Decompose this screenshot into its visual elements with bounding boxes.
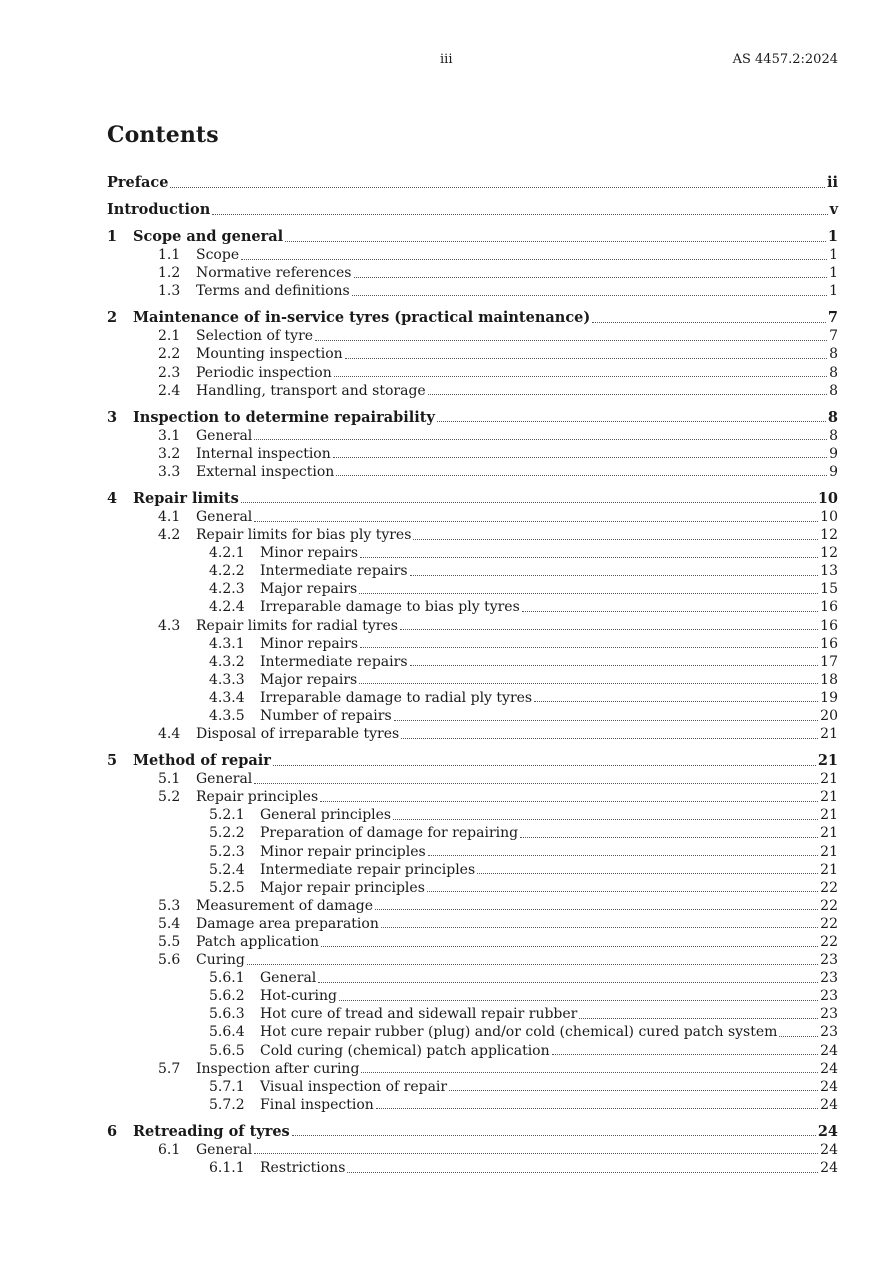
toc-dot-leader [339,1000,818,1001]
toc-entry-page: 21 [817,752,838,770]
toc-dot-leader [315,340,827,341]
toc-dot-leader [354,277,828,278]
toc-entry-number: 5.6.4 [209,1024,245,1041]
toc-entry-title: General [196,1141,253,1158]
toc-entry-title: General [196,771,253,788]
toc-entry-title: Introduction [107,200,211,218]
toc-subsubsection-entry[interactable] [107,879,838,897]
toc-dot-leader [285,241,826,242]
toc-entry-number: 4.4 [158,726,181,743]
toc-entry-page: 7 [829,328,838,345]
toc-dot-leader [352,295,827,296]
toc-entry-number: 1 [107,227,118,245]
toc-entry-number: 4.3.4 [209,689,245,706]
toc-entry-page: 21 [820,726,838,743]
toc-dot-leader [254,1153,818,1154]
toc-entry-page: 18 [820,671,838,688]
toc-subsubsection-entry[interactable] [107,1159,838,1177]
toc-entry-title: Scope [196,247,240,264]
toc-section-entry[interactable] [107,490,838,508]
toc-entry-title: Internal inspection [196,445,331,462]
toc-dot-leader [360,557,818,558]
toc-section-entry[interactable] [107,309,838,327]
toc-entry-title: Patch application [196,934,320,950]
toc-entry-title: Terms and definitions [196,283,350,300]
toc-entry-number: 3 [107,408,118,426]
toc-entry-page: 16 [820,599,838,616]
toc-entry-page: 21 [820,861,838,878]
toc-dot-leader [428,855,818,856]
toc-entry-title: Minor repairs [260,545,359,562]
toc-entry-title: Intermediate repairs [260,563,408,580]
toc-entry-number: 3.3 [158,463,181,480]
toc-entry-page: 23 [820,988,838,1005]
toc-subsection-entry[interactable] [107,327,838,345]
toc-subsubsection-entry[interactable] [107,562,838,580]
toc-entry-page: 23 [820,952,838,969]
toc-entry-page: 22 [820,915,838,932]
toc-dot-leader [477,873,818,874]
toc-entry-number: 5.6 [158,952,181,969]
toc-entry-title: Mounting inspection [196,346,343,363]
toc-dot-leader [336,475,827,476]
toc-subsection-entry[interactable] [107,508,838,526]
toc-dot-leader [400,629,818,630]
toc-subsubsection-entry[interactable] [107,635,838,653]
toc-entry-page: 21 [820,843,838,860]
toc-entry-page: 12 [820,545,838,562]
toc-entry-title: Restrictions [260,1160,346,1177]
toc-entry-number: 4.2.4 [209,599,245,616]
toc-entry-page: 22 [820,897,838,914]
toc-entry-page: 24 [820,1160,838,1177]
toc-subsubsection-entry[interactable] [107,707,838,725]
toc-section-entry[interactable] [107,409,838,427]
toc-entry-number: 5.6.1 [209,970,245,987]
toc-entry-title: External inspection [196,463,335,480]
toc-entry-title: General [196,427,253,444]
toc-entry-number: 4.2 [158,527,181,544]
toc-entry-number: 5.2.1 [209,807,245,824]
toc-entry-page: 23 [820,970,838,987]
toc-entry-title: Hot-curing [260,988,337,1005]
toc-entry-number: 5.2 [158,789,181,806]
toc-entry-page: 21 [820,807,838,824]
toc-subsubsection-entry[interactable] [107,653,838,671]
toc-dot-leader [410,575,819,576]
toc-subsection-entry[interactable] [107,526,838,544]
toc-entry-page: 7 [827,309,838,327]
toc-subsection-entry[interactable] [107,770,838,788]
toc-entry-page: 13 [820,563,838,580]
toc-subsubsection-entry[interactable] [107,544,838,562]
toc-entry-number: 5.6.3 [209,1006,245,1023]
toc-entry-number: 5.2.4 [209,861,245,878]
toc-subsection-entry[interactable] [107,617,838,635]
toc-subsection-entry[interactable] [107,897,838,915]
toc-entry-page: 16 [820,635,838,652]
toc-section-entry[interactable] [107,201,838,219]
toc-entry-page: 8 [829,382,838,399]
toc-entry-title: Periodic inspection [196,364,332,381]
toc-dot-leader [321,946,818,947]
toc-subsubsection-entry[interactable] [107,689,838,707]
toc-entry-page: 22 [820,879,838,896]
toc-entry-title: Preface [107,174,169,191]
toc-subsection-entry[interactable] [107,725,838,743]
toc-subsection-entry[interactable] [107,915,838,933]
toc-entry-number: 4.2.3 [209,581,245,598]
toc-subsection-entry[interactable] [107,788,838,806]
toc-dot-leader [401,738,818,739]
toc-dot-leader [254,521,818,522]
toc-subsubsection-entry[interactable] [107,824,838,842]
toc-entry-page: 24 [820,1060,838,1077]
toc-entry-page: 15 [820,581,838,598]
toc-entry-title: Scope and general [133,227,284,245]
toc-dot-leader [413,539,818,540]
toc-section-entry[interactable] [107,228,838,246]
toc-entry-number: 4.1 [158,508,181,525]
toc-entry-title: Number of repairs [260,707,392,724]
toc-subsubsection-entry[interactable] [107,1005,838,1023]
toc-dot-leader [241,502,816,503]
toc-entry-title: Major repairs [260,581,358,598]
toc-dot-leader [359,593,818,594]
toc-dot-leader [247,964,818,965]
toc-entry-page: 17 [820,653,838,670]
toc-dot-leader [437,421,826,422]
toc-entry-number: 2.4 [158,382,181,399]
toc-entry-page: 8 [829,346,838,363]
toc-section-entry[interactable] [107,752,838,770]
toc-subsection-entry[interactable] [107,345,838,363]
toc-subsection-entry[interactable] [107,933,838,951]
toc-dot-leader [394,720,819,721]
toc-entry-number: 5.2.3 [209,843,245,860]
toc-dot-leader [449,1090,818,1091]
toc-subsection-entry[interactable] [107,427,838,445]
toc-dot-leader [427,891,818,892]
toc-entry-number: 5 [107,752,118,770]
toc-subsubsection-entry[interactable] [107,843,838,861]
toc-entry-title: Intermediate repairs [260,653,408,670]
toc-entry-title: General principles [260,807,392,824]
toc-subsubsection-entry[interactable] [107,1023,838,1041]
toc-entry-number: 5.1 [158,771,181,788]
toc-entry-number: 3.2 [158,445,181,462]
toc-entry-title: Normative references [196,265,352,282]
toc-entry-page: 21 [820,825,838,842]
toc-entry-page: v [829,200,838,218]
toc-dot-leader [254,783,818,784]
toc-dot-leader [520,837,818,838]
toc-subsection-entry[interactable] [107,445,838,463]
toc-entry-number: 2.2 [158,346,181,363]
toc-entry-number: 4.3.1 [209,635,245,652]
toc-entry-number: 4.3.2 [209,653,245,670]
toc-entry-number: 4.3 [158,617,181,634]
toc-entry-page: 19 [820,689,838,706]
toc-dot-leader [212,214,827,215]
toc-entry-page: 20 [820,707,838,724]
toc-entry-page: 8 [829,364,838,381]
header-page-number: iii [440,52,453,67]
toc-entry-page: 8 [827,408,838,426]
toc-dot-leader [522,611,818,612]
toc-subsubsection-entry[interactable] [107,1078,838,1096]
toc-subsection-entry[interactable] [107,364,838,382]
toc-entry-page: 24 [820,1096,838,1113]
toc-entry-number: 5.6.5 [209,1042,245,1059]
toc-entry-page: 21 [820,771,838,788]
toc-dot-leader [375,909,818,910]
toc-entry-number: 4.3.5 [209,707,245,724]
toc-subsection-entry[interactable] [107,382,838,400]
toc-entry-title: Final inspection [260,1096,374,1113]
toc-entry-title: Major repairs [260,671,358,688]
toc-entry-title: Visual inspection of repair [260,1078,448,1095]
toc-subsubsection-entry[interactable] [107,987,838,1005]
toc-entry-page: 24 [820,1078,838,1095]
toc-entry-page: 23 [820,1006,838,1023]
toc-entry-page: 1 [827,227,838,245]
toc-dot-leader [779,1036,818,1037]
toc-subsection-entry[interactable] [107,951,838,969]
toc-entry-page: 24 [820,1141,838,1158]
toc-entry-number: 6.1 [158,1141,181,1158]
toc-entry-number: 5.4 [158,915,181,932]
toc-entry-title: Handling, transport and storage [196,382,426,399]
toc-entry-page: 21 [820,789,838,806]
toc-entry-title: Preparation of damage for repairing [260,825,519,842]
toc-entry-number: 2 [107,309,118,327]
toc-subsubsection-entry[interactable] [107,671,838,689]
toc-entry-number: 4.3.3 [209,671,245,688]
toc-entry-page: ii [826,174,838,191]
toc-entry-number: 5.7 [158,1060,181,1077]
toc-entry-title: Intermediate repair principles [260,861,476,878]
toc-entry-title: Retreading of tyres [133,1122,290,1140]
toc-entry-title: Damage area preparation [196,915,379,932]
table-of-contents [107,174,838,1177]
toc-entry-title: Repair principles [196,789,319,806]
toc-dot-leader [359,683,818,684]
toc-entry-page: 12 [820,527,838,544]
toc-entry-title: Curing [196,952,245,969]
toc-subsubsection-entry[interactable] [107,861,838,879]
toc-entry-number: 6.1.1 [209,1160,245,1177]
toc-entry-page: 16 [820,617,838,634]
toc-dot-leader [534,701,818,702]
toc-entry-number: 4.2.2 [209,563,245,580]
toc-entry-number: 2.3 [158,364,181,381]
toc-entry-title: Inspection after curing [196,1060,360,1077]
toc-entry-title: Minor repairs [260,635,359,652]
toc-entry-number: 1.2 [158,265,181,282]
toc-entry-title: Cold curing (chemical) patch application [260,1042,550,1059]
toc-dot-leader [320,801,818,802]
toc-section-entry[interactable] [107,1123,838,1141]
toc-dot-leader [552,1054,819,1055]
toc-entry-title: Repair limits for bias ply tyres [196,527,412,544]
toc-entry-number: 1.1 [158,247,181,264]
toc-dot-leader [334,376,827,377]
toc-entry-title: Minor repair principles [260,843,426,860]
toc-entry-page: 24 [820,1042,838,1059]
toc-subsection-entry[interactable] [107,1060,838,1078]
toc-entry-page: 9 [829,463,838,480]
toc-entry-page: 1 [829,283,838,300]
toc-dot-leader [410,665,819,666]
toc-entry-title: Disposal of irreparable tyres [196,726,400,743]
toc-entry-title: Irreparable damage to bias ply tyres [260,599,520,616]
toc-subsubsection-entry[interactable] [107,969,838,987]
toc-dot-leader [273,765,816,766]
toc-entry-page: 24 [817,1122,838,1140]
toc-entry-page: 8 [829,427,838,444]
toc-dot-leader [579,1018,818,1019]
toc-entry-page: 1 [829,265,838,282]
toc-entry-number: 2.1 [158,328,181,345]
toc-dot-leader [393,819,818,820]
toc-entry-page: 22 [820,934,838,950]
toc-section-entry[interactable] [107,174,838,192]
toc-entry-page: 23 [820,1024,838,1041]
toc-entry-title: General [196,508,253,525]
toc-dot-leader [318,982,818,983]
toc-entry-title: Irreparable damage to radial ply tyres [260,689,533,706]
toc-entry-number: 5.7.1 [209,1078,245,1095]
toc-subsection-entry[interactable] [107,264,838,282]
toc-entry-page: 10 [817,489,838,507]
toc-dot-leader [292,1135,816,1136]
toc-dot-leader [345,358,827,359]
toc-dot-leader [381,927,818,928]
toc-entry-title: Measurement of damage [196,897,374,914]
toc-entry-title: Repair limits for radial tyres [196,617,398,634]
toc-entry-title: Repair limits [133,489,239,507]
toc-subsection-entry[interactable] [107,246,838,264]
toc-entry-page: 10 [820,508,838,525]
toc-dot-leader [360,647,818,648]
toc-entry-number: 4.2.1 [209,545,245,562]
toc-entry-page: 9 [829,445,838,462]
toc-entry-title: Selection of tyre [196,328,314,345]
toc-subsection-entry[interactable] [107,1141,838,1159]
toc-dot-leader [592,322,826,323]
toc-subsubsection-entry[interactable] [107,806,838,824]
toc-entry-number: 5.6.2 [209,988,245,1005]
toc-entry-title: Hot cure repair rubber (plug) and/or cold (chemical) cured patch system [260,1024,778,1041]
toc-dot-leader [241,259,827,260]
toc-entry-number: 5.5 [158,934,181,950]
toc-entry-title: Major repair principles [260,879,425,896]
toc-entry-title: Inspection to determine repairability [133,408,435,426]
toc-entry-title: Hot cure of tread and sidewall repair rubber [260,1006,578,1023]
toc-dot-leader [361,1072,818,1073]
toc-entry-number: 1.3 [158,283,181,300]
page-title: Contents [107,122,219,148]
toc-dot-leader [428,394,827,395]
toc-dot-leader [376,1108,818,1109]
toc-entry-number: 4 [107,489,118,507]
toc-entry-title: Maintenance of in-service tyres (practical maintenance) [133,309,591,327]
toc-entry-page: 1 [829,247,838,264]
toc-entry-number: 3.1 [158,427,181,444]
toc-entry-title: General [260,970,317,987]
toc-entry-number: 5.2.2 [209,825,245,842]
toc-subsection-entry[interactable] [107,282,838,300]
toc-subsection-entry[interactable] [107,463,838,481]
toc-entry-title: Method of repair [133,752,271,770]
toc-subsubsection-entry[interactable] [107,580,838,598]
toc-entry-number: 5.7.2 [209,1096,245,1113]
toc-dot-leader [347,1172,818,1173]
header-standard-number: AS 4457.2:2024 [732,52,838,67]
toc-subsubsection-entry[interactable] [107,1096,838,1114]
toc-entry-number: 6 [107,1122,118,1140]
toc-subsubsection-entry[interactable] [107,1042,838,1060]
toc-entry-number: 5.3 [158,897,181,914]
toc-entry-number: 5.2.5 [209,879,245,896]
toc-dot-leader [170,187,825,188]
toc-subsubsection-entry[interactable] [107,598,838,616]
toc-dot-leader [333,457,827,458]
toc-dot-leader [254,439,827,440]
